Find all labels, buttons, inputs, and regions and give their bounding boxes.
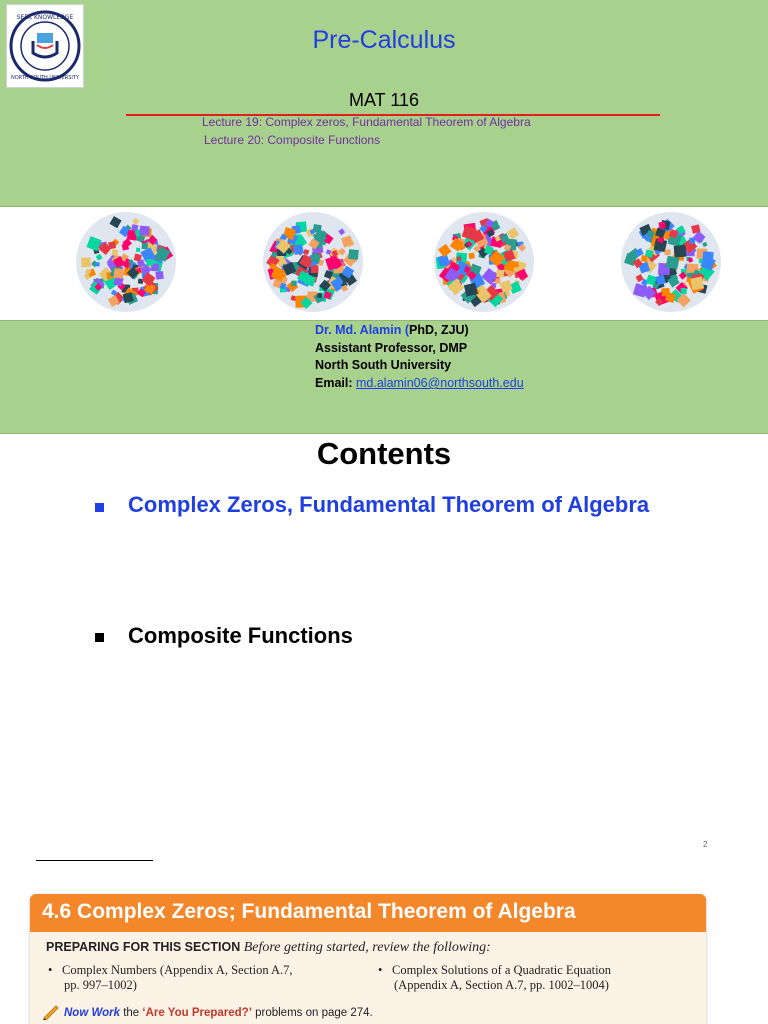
review-item-1-line2: pp. 997–1002) [64, 978, 137, 992]
lecture-19-title: Lecture 19: Complex zeros, Fundamental Theorem of Algebra [202, 115, 531, 129]
mosaic-sphere-image [617, 208, 725, 316]
degree-paren: ( [401, 323, 409, 337]
review-item-1-line1: Complex Numbers (Appendix A, Section A.7, [62, 963, 293, 977]
page-number: 2 [703, 840, 708, 849]
contents-heading: Contents [316, 436, 452, 471]
review-item-2-line2: (Appendix A, Section A.7, pp. 1002–1004) [394, 978, 609, 992]
instructor-position: Assistant Professor, DMP [315, 341, 468, 355]
mosaic-sphere-image [72, 208, 180, 316]
instructor-degree: PhD, ZJU) [409, 323, 469, 337]
email-label: Email: [315, 376, 356, 390]
svg-text:NORTH SOUTH UNIVERSITY: NORTH SOUTH UNIVERSITY [10, 75, 80, 81]
preparing-text: Before getting started, review the following: [243, 940, 491, 955]
course-code: MAT 116 [348, 90, 420, 110]
instructor-email-line [315, 376, 524, 390]
instructor-name: Dr. Md. Alamin [315, 323, 402, 337]
email-link[interactable]: md.alamin06@northsouth.edu [356, 376, 524, 390]
preparing-label: PREPARING FOR THIS SECTION [46, 940, 241, 954]
contents-item-1: Complex Zeros, Fundamental Theorem of Algebra [128, 492, 650, 517]
are-you-prepared-label: ‘Are You Prepared?’ [142, 1007, 252, 1019]
instructor-name-line [315, 323, 469, 337]
now-work-line [64, 1007, 373, 1019]
review-item-2-line1: Complex Solutions of a Quadratic Equation [392, 963, 612, 977]
mosaic-sphere-image [430, 208, 538, 316]
course-title: Pre-Calculus [312, 26, 456, 54]
svg-text:SEEK KNOWLEDGE: SEEK KNOWLEDGE [16, 14, 74, 21]
now-work-page-ref: problems on page 274. [251, 1007, 373, 1019]
textbook-excerpt [30, 894, 706, 1024]
now-work-connector: the [120, 1007, 143, 1019]
preparing-line [46, 940, 491, 956]
bullet-square-icon [95, 503, 104, 512]
now-work-label: Now Work [64, 1007, 121, 1019]
pencil-icon [42, 1004, 60, 1020]
instructor-university: North South University [315, 358, 452, 372]
footnote-divider [36, 860, 153, 861]
contents-item-2: Composite Functions [128, 623, 353, 648]
section-title: 4.6 Complex Zeros; Fundamental Theorem of Algebra [42, 900, 576, 923]
mosaic-sphere-image [259, 208, 367, 316]
review-item-2: • Complex Solutions of a Quadratic Equation (Appendix A, Section A.7, pp. 1002–1004) [378, 963, 612, 992]
lecture-20-title: Lecture 20: Composite Functions [204, 133, 381, 147]
review-item-1: • Complex Numbers (Appendix A, Section A.7, pp. 997–1002) [48, 963, 293, 992]
bullet-square-icon [95, 633, 104, 642]
